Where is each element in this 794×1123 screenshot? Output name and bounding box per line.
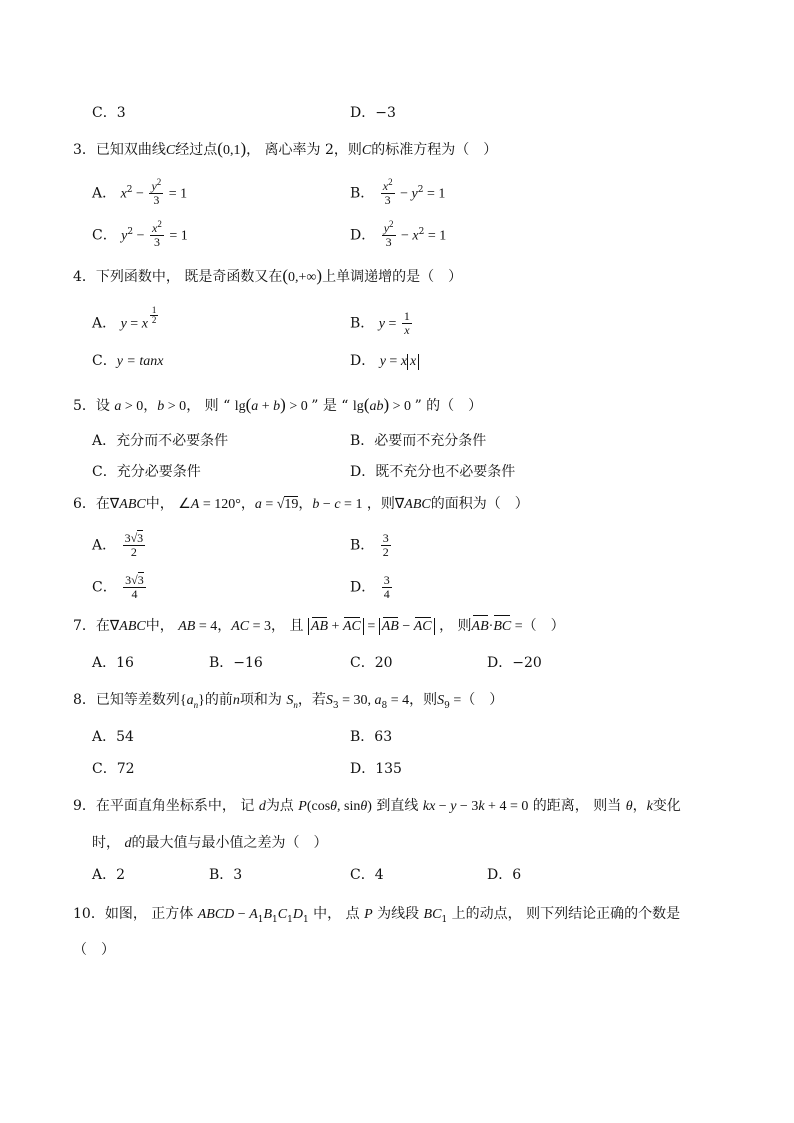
q6-stem: 6．在∇ABC中， ∠A = 120°，a = √19，b − c = 1 ，则∇ABC的面积为（ ） [73, 496, 529, 512]
q9-stem-line2: 时， d的最大值与最小值之差为（ ） [92, 835, 328, 851]
q6-option-c: C． $\frac{3√3}{4}$ [92, 573, 144, 601]
q4-stem: 4．下列函数中， 既是奇函数又在(0,+∞)上单调递增的是（ ） [73, 266, 463, 285]
q9-option-d: D．6 [487, 867, 522, 883]
q9-option-a: A．2 [92, 867, 126, 883]
q6-option-b: B． $\frac{3}{2}$ [350, 531, 389, 559]
q4-option-c: C．y = tanx [92, 353, 164, 369]
q7-option-c: C．20 [350, 655, 393, 671]
q8-stem: 8．已知等差数列$\{a_n\}$的前n项和为 $S_n$，若$S_3 = 30$, $a_8 = 4$，则$S_9$ =（ ） [73, 692, 504, 711]
q5-option-b: B．必要而不充分条件 [350, 433, 487, 449]
q9-stem: 9．在平面直角坐标系中， 记 d为点 P(cosθ, sinθ) 到直线 kx − y − 3k + 4 = 0 的距离， 则当 θ，k变化 [73, 798, 681, 814]
q10-stem: 10．如图， 正方体 ABCD − $A_1B_1C_1D_1$ 中， 点 P 为线段 $BC_1$ 上的动点， 则下列结论正确的个数是 [73, 906, 681, 925]
q4-option-b: B． y = $\frac{1}{x}$ [350, 309, 410, 337]
q8-option-b: B．63 [350, 729, 393, 745]
q6-option-a: A． $\frac{3√3}{2}$ [92, 531, 144, 559]
q8-option-a: A．54 [92, 729, 134, 745]
q7-stem: 7．在∇ABC中， AB = 4，AC = 3， 且 AB + AC = AB − AC ， 则AB·BC =（ ） [73, 616, 565, 637]
q5-stem: 5．设 a > 0，b > 0， 则 “ lg(a + b) > 0 ” 是 “ lg(ab) > 0 ” 的（ ） [73, 395, 483, 414]
q3-stem: 3．已知双曲线C经过点(0,1)， 离心率为 2，则C的标准方程为（ ） [73, 139, 498, 158]
q3-option-b: B． $\frac{x^2}{3}$ − $y^2 = 1$ [350, 177, 446, 207]
q9-option-c: C．4 [350, 867, 384, 883]
q3-option-a: A． $x^2$ − $\frac{y^2}{3}$ = 1 [92, 177, 188, 207]
q2-option-c: C．3 [92, 105, 126, 121]
q5-option-c: C．充分必要条件 [92, 464, 201, 480]
q9-option-b: B．3 [209, 867, 243, 883]
q6-option-d: D． $\frac{3}{4}$ [350, 573, 390, 601]
q5-option-d: D．既不充分也不必要条件 [350, 464, 516, 480]
q7-option-a: A．16 [92, 655, 134, 671]
q3-option-d: D． $\frac{y^2}{3}$ − $x^2 = 1$ [350, 219, 447, 249]
q4-option-d: D． y = x x [350, 351, 419, 372]
q7-option-d: D．−20 [487, 655, 542, 671]
q8-option-c: C．72 [92, 761, 135, 777]
q10-stem-line2: （ ） [73, 942, 115, 958]
q5-option-a: A．充分而不必要条件 [92, 433, 229, 449]
q3-option-c: C． $y^2$ − $\frac{x^2}{3}$ = 1 [92, 219, 188, 249]
q4-option-a: A． y = x $^{\frac{1}{2}}$ [92, 305, 157, 332]
q8-option-d: D．135 [350, 761, 402, 777]
q7-option-b: B．−16 [209, 655, 263, 671]
q2-option-d: D．−3 [350, 105, 396, 121]
